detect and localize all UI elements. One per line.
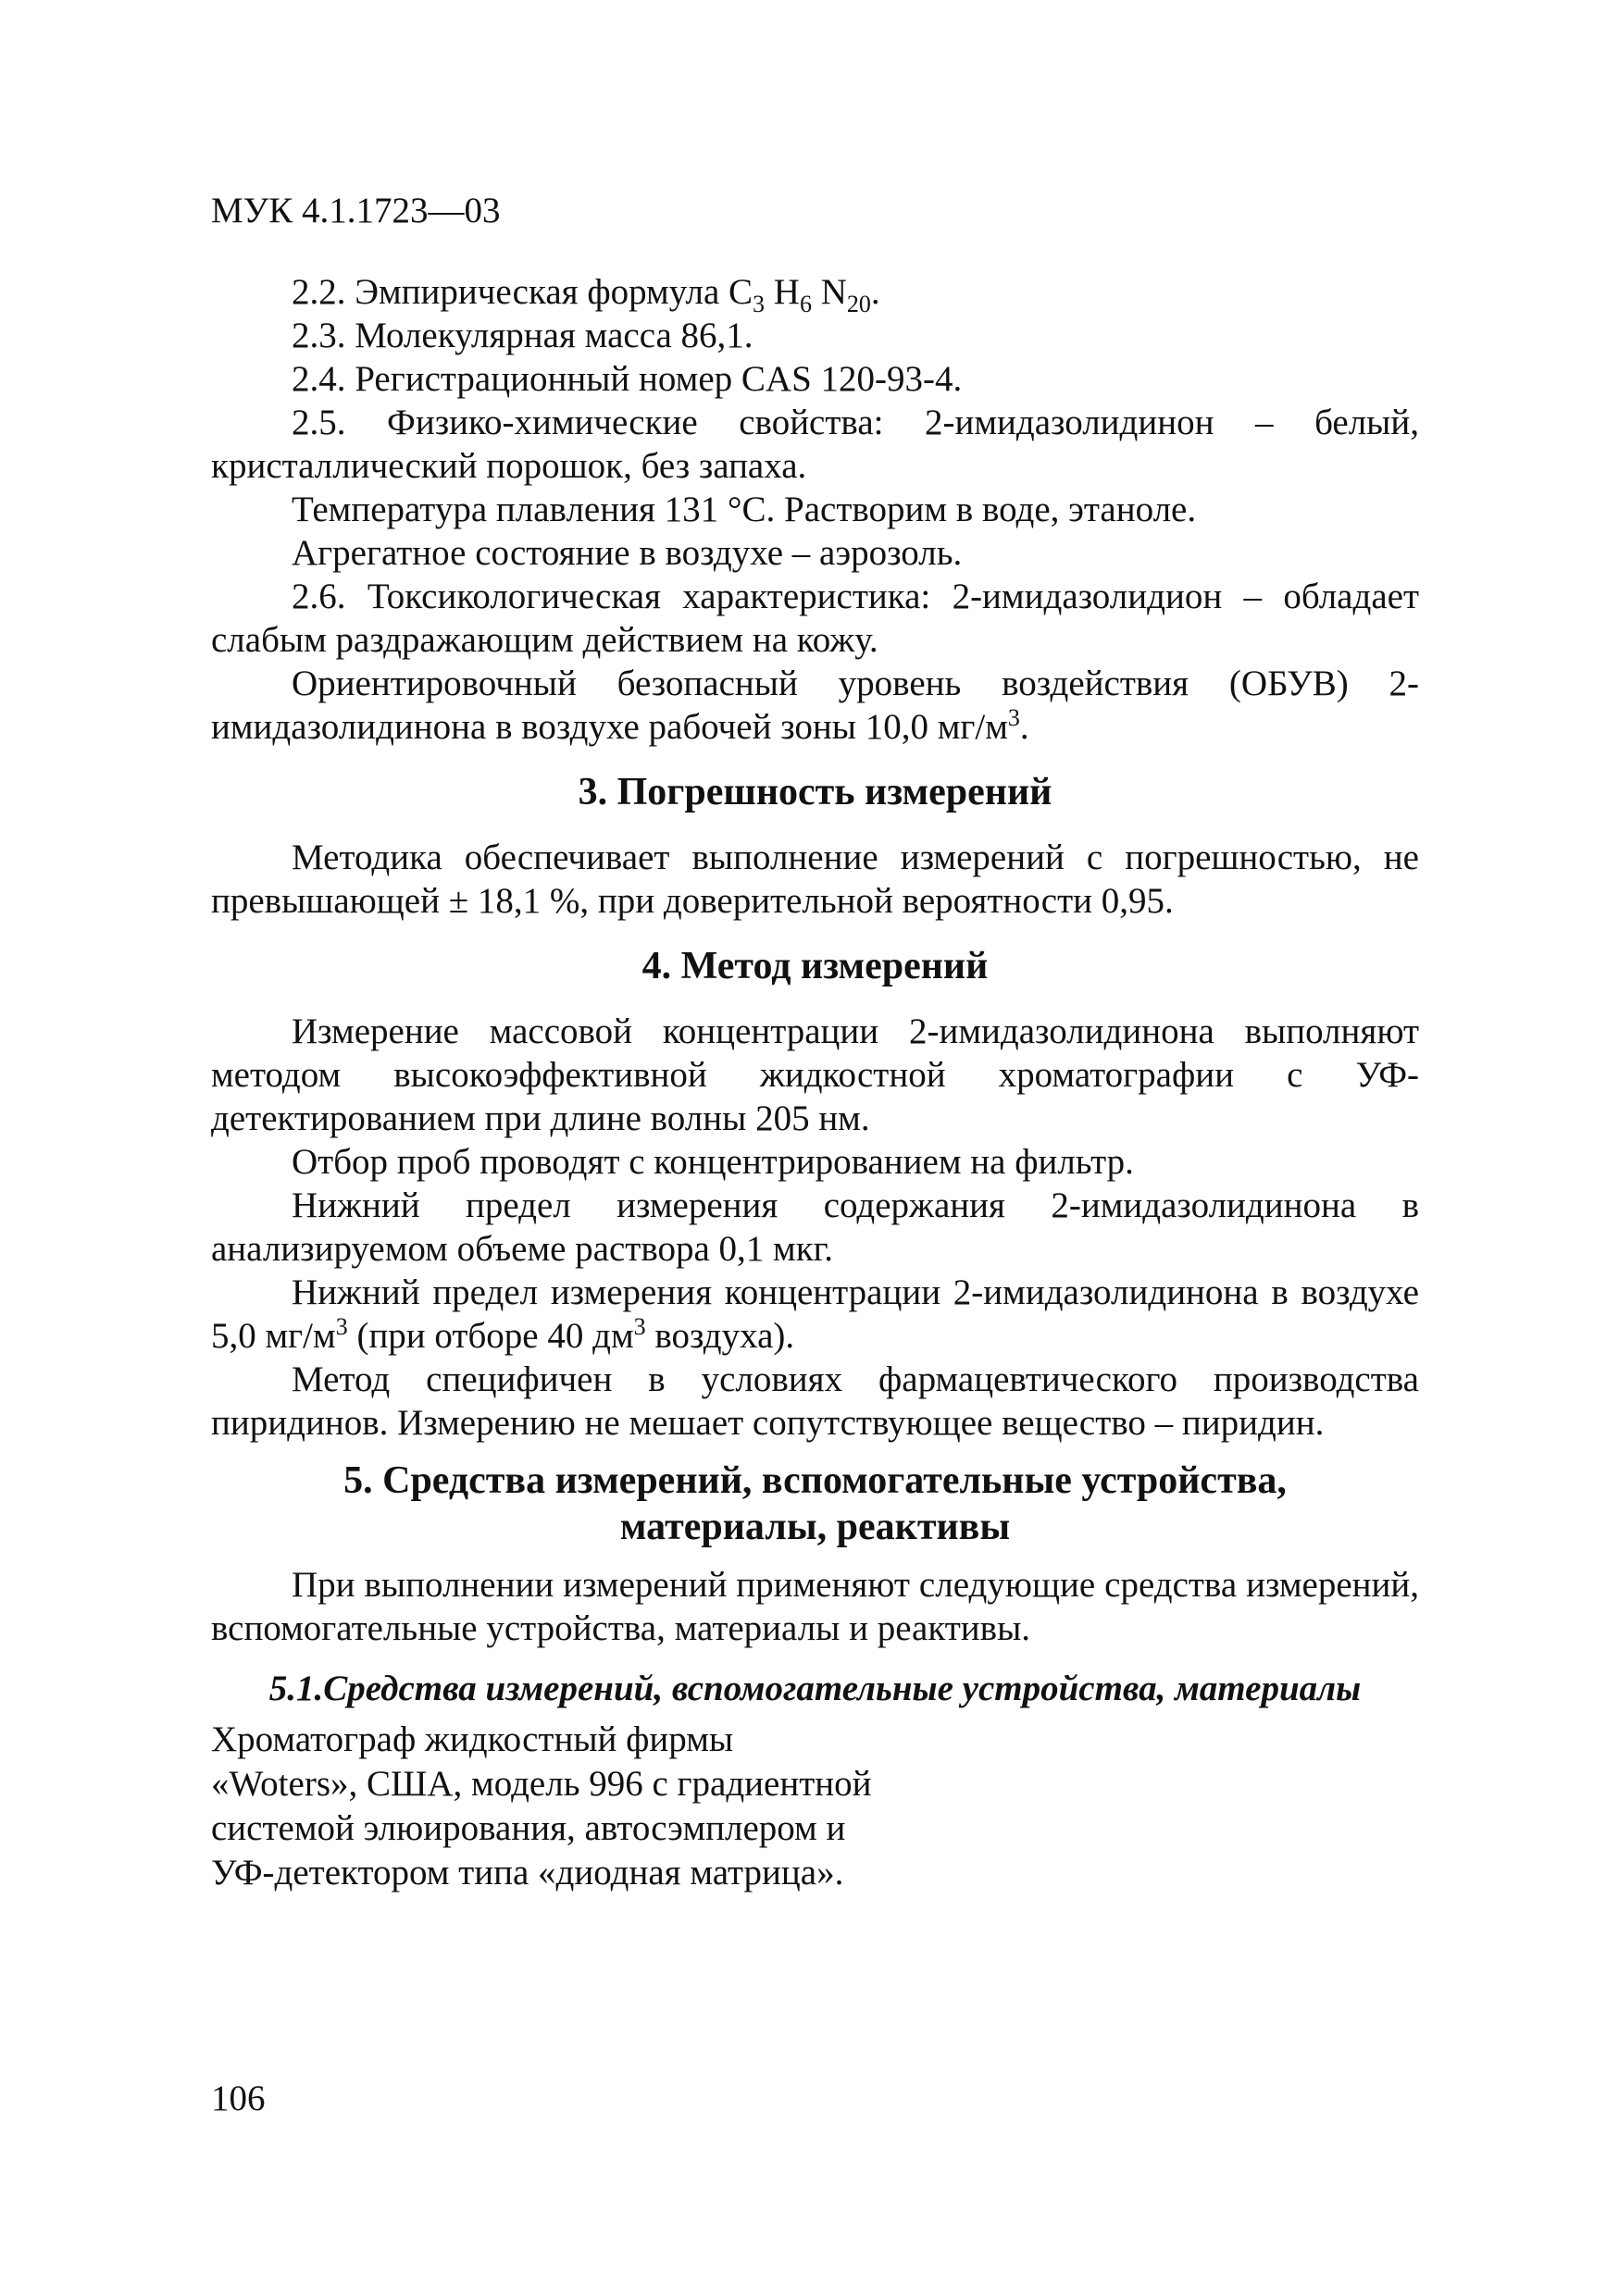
paragraph-melting-point: Температура плавления 131 °С. Растворим в воде, этаноле. [292,490,1197,529]
paragraph-obuv [211,662,1419,749]
formula-n: N [811,272,847,312]
paragraph-4-2: Отбор проб проводят с концентрированием на фильтр. [292,1142,1134,1182]
page-header: МУК 4.1.1723—03 [211,191,501,230]
heading-section-5 [211,1458,1419,1550]
paragraph-2-6: 2.6. Токсикологическая характеристика: 2-имидазолидион – обладает слабым раздражающим действием на кожу. [211,577,1419,660]
obuv-sup: 3 [1007,704,1020,731]
heading-section-5-line-2: материалы, реактивы [619,1506,1011,1548]
paragraph-4-5: Метод специфичен в условиях фармацевтического производства пиридинов. Измерению не мешает сопутствующее вещество – пиридин. [211,1359,1419,1443]
paragraph-4-3: Нижний предел измерения содержания 2-имидазолидинона в анализируемом объеме раствора 0,1 мкг. [211,1185,1419,1269]
obuv-tail: . [1019,707,1029,747]
heading-section-4: 4. Метод измерений [641,945,989,987]
instrument-line: системой элюирования, автосэмплером и [211,1808,846,1848]
page-content [211,270,1419,1895]
limit-text-2: (при отборе 40 дм [347,1316,634,1356]
limit-text-3: воздуха). [645,1316,795,1356]
formula-sub-n: 20 [846,290,871,317]
formula-prefix: 2.2. Эмпирическая формула C [292,272,753,312]
paragraph-aggregate-state: Агрегатное состояние в воздухе – аэрозоль. [292,533,963,573]
formula-sub-h: 6 [799,290,812,317]
paragraph-2-5: 2.5. Физико-химические свойства: 2-имидазолидинон – белый, кристаллический порошок, без запаха. [211,403,1419,486]
instrument-description [211,1718,1419,1895]
paragraph-4-1: Измерение массовой концентрации 2-имидазолидинона выполняют методом высокоэффективной жидкостной хроматографии с УФ-детектированием при длине волны 205 нм. [211,1011,1419,1138]
paragraph-5: При выполнении измерений применяют следующие средства измерений, вспомогательные устройства, материалы и реактивы. [211,1565,1419,1648]
limit-text-1: Нижний предел измерения концентрации 2-имидазолидинона в воздухе 5,0 мг/м [211,1272,1419,1356]
paragraph-4-4 [211,1271,1419,1358]
formula-h: H [765,272,800,312]
subheading-5-1: 5.1.Средства измерений, вспомогательные устройства, материалы [268,1669,1362,1708]
paragraph-2-4: 2.4. Регистрационный номер CAS 120-93-4. [292,359,963,399]
paragraph-2-2 [211,270,1419,317]
formula-end: . [870,272,880,312]
formula-sub-c: 3 [753,290,766,317]
instrument-line: УФ-детектором типа «диодная матрица». [211,1853,844,1893]
page-number: 106 [211,2079,266,2118]
heading-section-3: 3. Погрешность измерений [578,771,1052,813]
instrument-line: Хроматограф жидкостный фирмы [211,1719,734,1759]
heading-section-5-line-1: 5. Средства измерений, вспомогательные устройства, [343,1459,1287,1502]
obuv-text: Ориентировочный безопасный уровень воздействия (ОБУВ) 2-имидазолидинона в воздухе рабочей зоны 10,0 мг/м [211,664,1419,747]
paragraph-3: Методика обеспечивает выполнение измерений с погрешностью, не превышающей ± 18,1 %, при доверительной вероятности 0,95. [211,838,1419,921]
paragraph-2-3: 2.3. Молекулярная масса 86,1. [292,316,753,355]
limit-sup-1: 3 [335,1313,348,1340]
limit-sup-2: 3 [633,1313,646,1340]
instrument-line: «Woters», США, модель 996 с градиентной [211,1764,872,1804]
